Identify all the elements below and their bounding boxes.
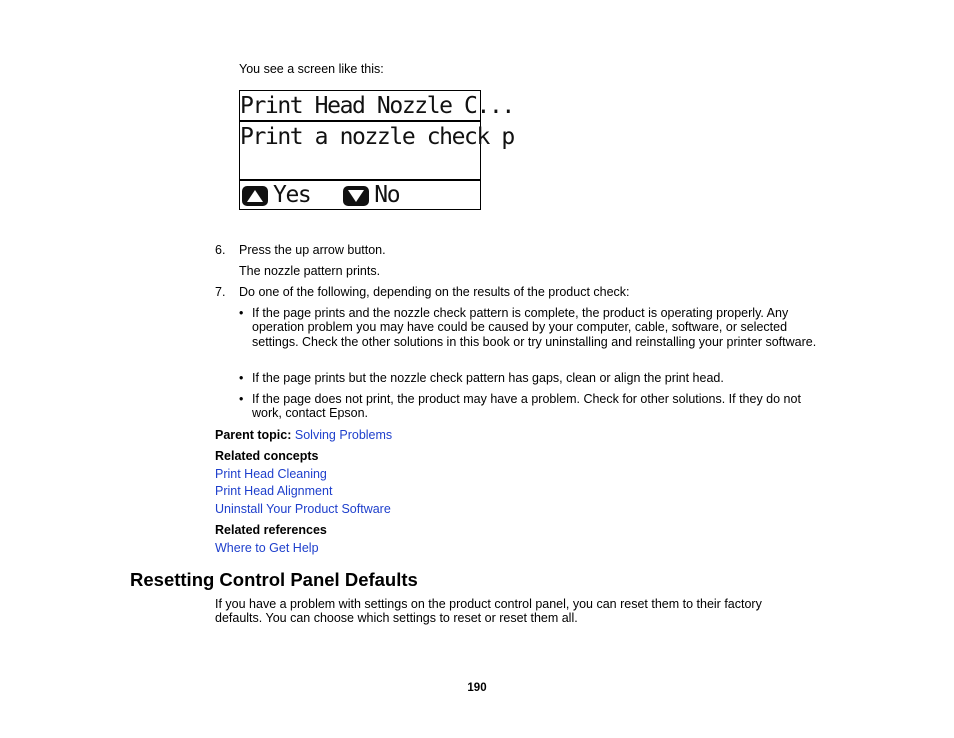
parent-topic-label: Parent topic: — [215, 428, 292, 442]
section-body: If you have a problem with settings on the product control panel, you can reset them to their factory defaults. You can choose which settings to reset or reset them all. — [215, 597, 762, 626]
step-result: The nozzle pattern prints. — [239, 264, 381, 278]
down-arrow-button-icon — [343, 186, 369, 206]
related-concept-link[interactable]: Print Head Alignment — [215, 484, 333, 498]
bullet-text: If the page prints but the nozzle check pattern has gaps, clean or align the print head. — [252, 371, 724, 385]
lcd-title-line: Print Head Nozzle C... — [240, 93, 514, 119]
page-number: 190 — [467, 682, 487, 694]
intro-text: You see a screen like this: — [239, 62, 384, 76]
bullet-text: If the page does not print, the product may have a problem. Check for other solutions. If they do not work, contact Epson. — [252, 392, 801, 421]
parent-topic-link[interactable]: Solving Problems — [294, 428, 393, 442]
related-concept-link[interactable]: Print Head Cleaning — [215, 467, 327, 481]
bullet-marker: • — [239, 371, 244, 385]
bullet-marker: • — [239, 306, 244, 320]
up-arrow-button-icon — [242, 186, 268, 206]
lcd-yes-label: Yes — [273, 182, 311, 208]
related-concepts-heading: Related concepts — [215, 449, 319, 463]
step-text: Press the up arrow button. — [239, 243, 386, 257]
related-reference-link[interactable]: Where to Get Help — [215, 541, 319, 555]
bullet-marker: • — [239, 392, 244, 406]
parent-topic — [215, 428, 392, 443]
lcd-screen-image — [239, 90, 514, 210]
step-text: Do one of the following, depending on the results of the product check: — [239, 285, 630, 299]
section-heading: Resetting Control Panel Defaults — [130, 569, 418, 590]
step-number: 6. — [215, 243, 226, 257]
lcd-message-line: Print a nozzle check p — [240, 124, 514, 150]
related-references-heading: Related references — [215, 523, 327, 537]
related-concept-link[interactable]: Uninstall Your Product Software — [215, 502, 391, 516]
lcd-options-line — [242, 180, 482, 210]
bullet-text: If the page prints and the nozzle check pattern is complete, the product is operating properly. Any operation problem you may have could be caused by your computer, cable, software, or selected settings. Check the other solutions in this book or try uninstalling and reinstalling your printer software. — [252, 306, 817, 349]
lcd-no-label: No — [374, 182, 400, 208]
step-number: 7. — [215, 285, 226, 299]
